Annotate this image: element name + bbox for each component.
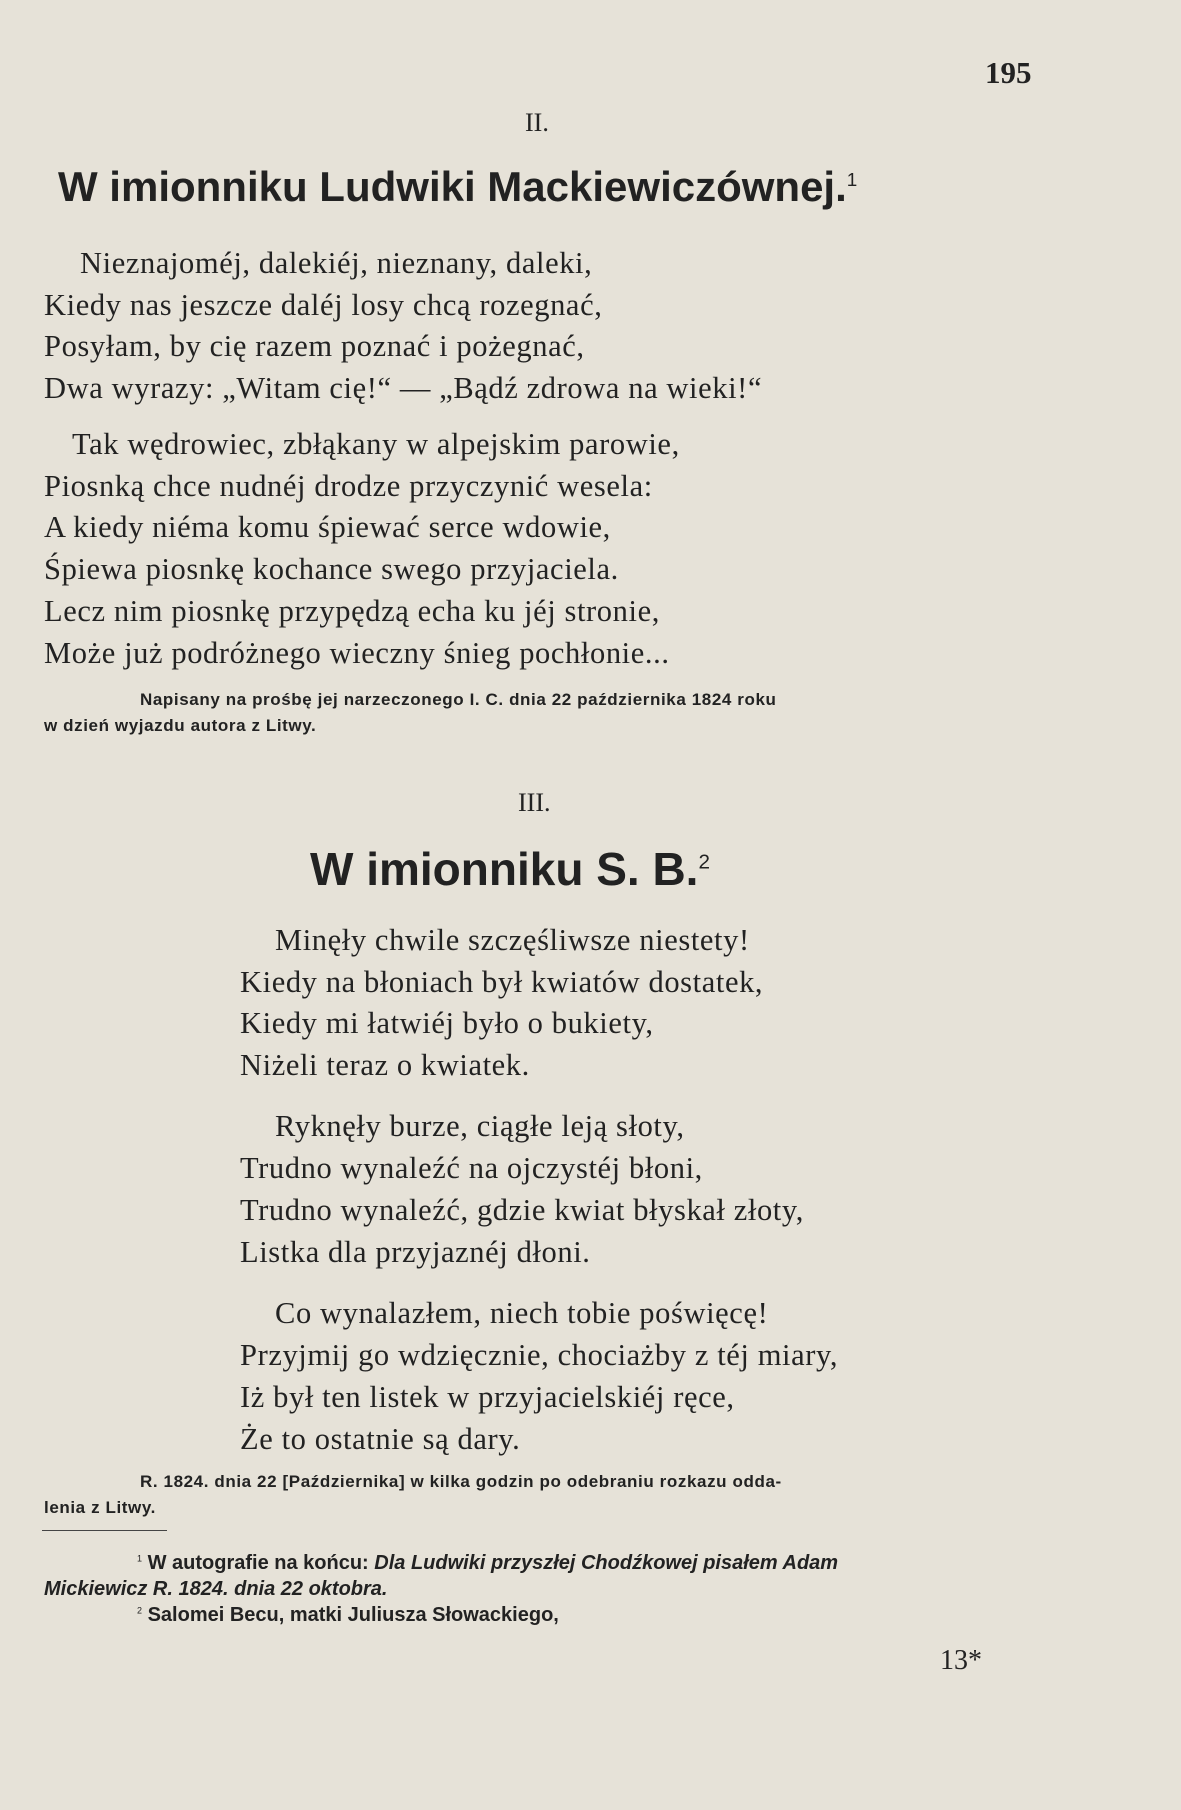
section-title-iii-text: W imionniku S. B. <box>310 843 699 895</box>
poem-line: Co wynalazłem, niech tobie poświęcę! <box>275 1296 769 1330</box>
date-note: R. 1824. dnia 22 [Października] w kilka godzin po odebraniu rozkazu odda- <box>140 1472 782 1491</box>
footnote-2-mark: 2 <box>137 1605 143 1616</box>
footnote-divider <box>42 1530 167 1531</box>
footnote-1-quote-cont: Mickiewicz R. 1824. dnia 22 oktobra. <box>44 1578 388 1600</box>
poem-line: Trudno wynaleźć, gdzie kwiat błyskał złoty, <box>240 1193 804 1227</box>
footnote-2-text: Salomei Becu, matki Juliusza Słowackiego, <box>147 1604 559 1626</box>
section-title-ii <box>58 163 857 211</box>
footnote-ref-2: 2 <box>698 850 710 874</box>
footnote-1-cont <box>44 1578 387 1601</box>
footnote-1-quote: Dla Ludwiki przyszłej Chodźkowej pisałem Adam <box>374 1552 839 1574</box>
poem-line: Przyjmij go wdzięcznie, chociażby z téj miary, <box>240 1338 839 1372</box>
poem-line: Posyłam, by cię razem poznać i pożegnać, <box>44 329 585 363</box>
poem-line: Iż był ten listek w przyjacielskiéj ręce, <box>240 1380 735 1414</box>
poem-line: Niżeli teraz o kwiatek. <box>240 1048 530 1082</box>
poem-line: Piosnką chce nudnéj drodze przyczynić wesela: <box>44 469 653 503</box>
poem-line: Śpiewa piosnkę kochance swego przyjaciela. <box>44 552 619 586</box>
poem-line: Minęły chwile szczęśliwsze niestety! <box>275 923 750 957</box>
footnote-1 <box>137 1552 838 1575</box>
dedication-note: w dzień wyjazdu autora z Litwy. <box>44 716 317 735</box>
poem-line: A kiedy niéma komu śpiewać serce wdowie, <box>44 510 611 544</box>
signature-mark: 13* <box>940 1645 982 1676</box>
section-title-iii <box>310 842 710 896</box>
section-numeral-ii: II. <box>525 108 549 137</box>
poem-line: Że to ostatnie są dary. <box>240 1422 521 1456</box>
poem-line: Lecz nim piosnkę przypędzą echa ku jéj stronie, <box>44 594 660 628</box>
date-note: lenia z Litwy. <box>44 1498 156 1517</box>
poem-line: Nieznajoméj, dalekiéj, nieznany, daleki, <box>80 246 593 280</box>
poem-line: Ryknęły burze, ciągłe leją słoty, <box>275 1109 685 1143</box>
poem-line: Trudno wynaleźć na ojczystéj błoni, <box>240 1151 703 1185</box>
poem-line: Tak wędrowiec, zbłąkany w alpejskim parowie, <box>72 427 680 461</box>
footnote-ref-1: 1 <box>846 170 858 191</box>
poem-line: Dwa wyrazy: „Witam cię!“ — „Bądź zdrowa na wieki!“ <box>44 371 763 405</box>
footnote-1-mark: 1 <box>137 1553 143 1564</box>
poem-line: Kiedy nas jeszcze daléj losy chcą rozegnać, <box>44 288 603 322</box>
poem-line: Kiedy na błoniach był kwiatów dostatek, <box>240 965 764 999</box>
section-title-ii-text: W imionniku Ludwiki Mackiewiczównej. <box>58 163 847 210</box>
poem-line: Może już podróżnego wieczny śnieg pochłonie... <box>44 636 670 670</box>
page-number: 195 <box>985 55 1032 90</box>
section-numeral-iii: III. <box>518 788 551 817</box>
dedication-note: Napisany na prośbę jej narzeczonego I. C. dnia 22 października 1824 roku <box>140 690 777 709</box>
poem-line: Kiedy mi łatwiéj było o bukiety, <box>240 1006 654 1040</box>
footnote-2 <box>137 1604 559 1627</box>
footnote-1-text: W autografie na końcu: <box>147 1552 369 1574</box>
poem-line: Listka dla przyjaznéj dłoni. <box>240 1235 591 1269</box>
